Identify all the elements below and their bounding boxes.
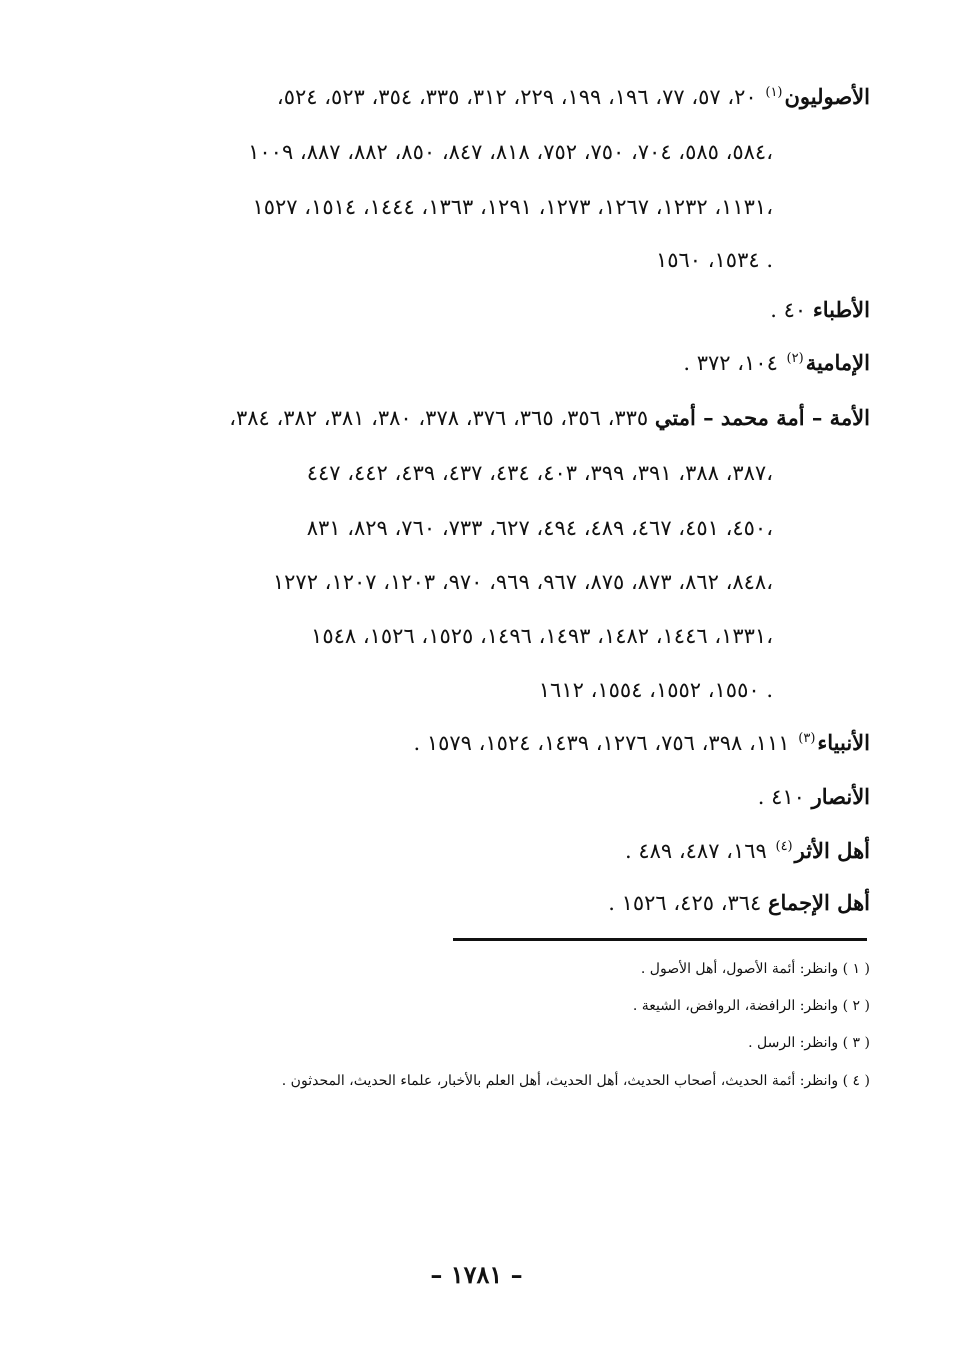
entry-pages: ١٦٩، ٤٨٧، ٤٨٩ .	[625, 839, 767, 863]
entry-term: الإمامية	[805, 350, 870, 375]
footnote-ref: (٣)	[798, 731, 816, 746]
entry-continuation: ١٥٥٠، ١٥٥٢، ١٥٥٤، ١٦١٢ .	[538, 678, 773, 702]
entry-ahl-al-athar	[625, 836, 870, 866]
entry-pages: ٣٣٥، ٣٥٦، ٣٦٥، ٣٧٦، ٣٧٨، ٣٨٠، ٣٨١، ٣٨٢، ٣٨٤،	[229, 406, 649, 430]
entry-pages: ٤١٠ .	[757, 785, 805, 809]
entry-continuation: ١١٣١، ١٢٣٢، ١٢٦٧، ١٢٧٣، ١٢٩١، ١٣٦٣، ١٤٤٤، ١٥١٤، ١٥٢٧،	[252, 195, 773, 219]
footnote-ref: (١)	[765, 85, 783, 100]
entry-continuation: ٤٥٠، ٤٥١، ٤٦٧، ٤٨٩، ٤٩٤، ٦٢٧، ٧٣٣، ٧٦٠، ٨٢٩، ٨٣١،	[306, 516, 773, 540]
entry-pages: ١٠٤، ٣٧٢ .	[683, 351, 778, 375]
footnote-2: ( ٢ ) وانظر: الرافضة، الروافض، الشيعة .	[632, 998, 870, 1014]
entry-anbiya	[413, 728, 870, 758]
entry-ahl-al-ijma	[608, 888, 870, 918]
entry-continuation: ١٣٣١، ١٤٤٦، ١٤٨٢، ١٤٩٣، ١٤٩٦، ١٥٢٥، ١٥٢٦، ١٥٤٨،	[311, 624, 773, 648]
entry-term: أهل الأثر	[794, 838, 870, 863]
footnote-3: ( ٣ ) وانظر: الرسل .	[748, 1035, 870, 1051]
entry-imamiyya	[683, 348, 870, 378]
entry-ansar	[758, 782, 870, 812]
footnote-divider	[453, 938, 867, 941]
entry-continuation: ٥٨٤، ٥٨٥، ٧٠٤، ٧٥٠، ٧٥٢، ٨١٨، ٨٤٧، ٨٥٠، ٨٨٢، ٨٨٧، ١٠٠٩،	[248, 140, 773, 164]
entry-continuation: ١٥٣٤، ١٥٦٠ .	[655, 248, 773, 272]
entry-continuation: ٨٤٨، ٨٦٢، ٨٧٣، ٨٧٥، ٩٦٧، ٩٦٩، ٩٧٠، ١٢٠٣، ١٢٠٧، ١٢٧٢،	[272, 570, 773, 594]
entry-term: الأصوليون	[784, 84, 870, 109]
entry-term: الأنبياء	[817, 730, 870, 755]
entry-pages: ٣٦٤، ٤٢٥، ١٥٢٦ .	[608, 891, 762, 915]
entry-pages: ١١١، ٣٩٨، ٧٥٦، ١٢٧٦، ١٤٣٩، ١٥٢٤، ١٥٧٩ .	[413, 731, 790, 755]
entry-atibba	[770, 295, 870, 325]
entry-umma	[229, 403, 870, 433]
entry-usuliyyun	[277, 82, 870, 112]
entry-term: أهل الإجماع	[768, 890, 870, 915]
footnote-4: ( ٤ ) وانظر: أئمة الحديث، أصحاب الحديث، أهل الحديث، أهل العلم بالأخبار، علماء الحديث، المحدثون .	[281, 1073, 870, 1089]
footnote-ref: (٤)	[775, 839, 793, 854]
entry-pages: ٤٠ .	[770, 298, 807, 322]
entry-term: الأنصار	[811, 784, 870, 809]
entry-pages: ٢٠، ٥٧، ٧٧، ١٩٦، ١٩٩، ٢٢٩، ٣١٢، ٣٣٥، ٣٥٤، ٥٢٣، ٥٢٤،	[276, 85, 757, 109]
entry-continuation: ٣٨٧، ٣٨٨، ٣٩١، ٣٩٩، ٤٠٣، ٤٣٤، ٤٣٧، ٤٣٩، ٤٤٢، ٤٤٧،	[306, 461, 773, 485]
page-number: – ١٧٨١ –	[430, 1260, 523, 1289]
footnote-1: ( ١ ) وانظر: أئمة الأصول، أهل الأصول .	[640, 961, 870, 977]
entry-term: الأمة – أمة محمد – أمتي	[654, 405, 870, 430]
entry-term: الأطباء	[812, 297, 870, 322]
footnote-ref: (٢)	[786, 351, 804, 366]
